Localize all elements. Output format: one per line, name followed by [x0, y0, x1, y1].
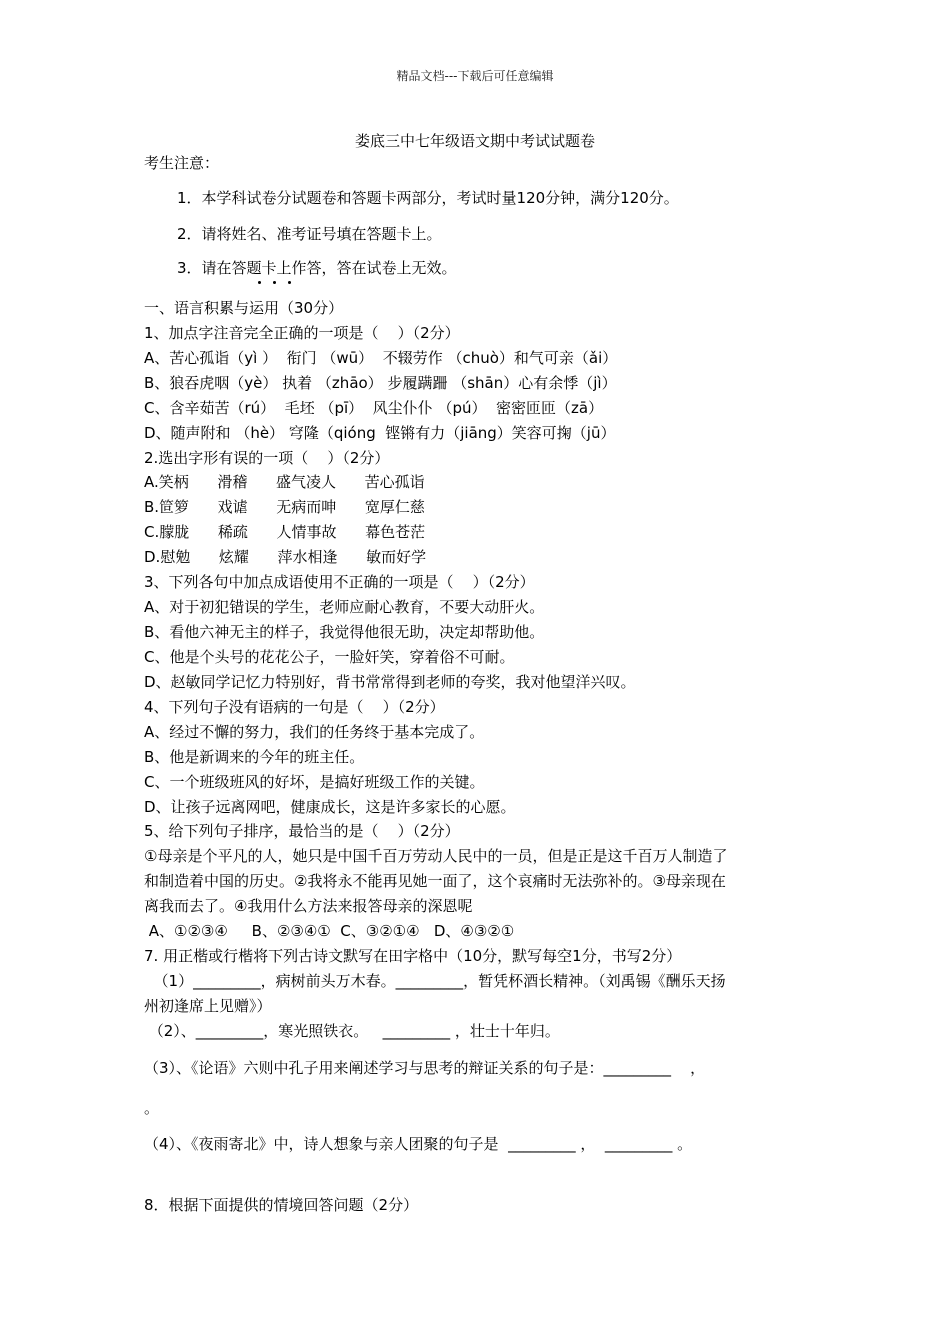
question-option: D、让孩子远离网吧，健康成长，这是许多家长的心愿。: [144, 798, 516, 816]
question-option: C、一个班级班风的好坏，是搞好班级工作的关键。: [144, 773, 485, 791]
question-option: C、他是个头号的花花公子，一脸奸笑，穿着俗不可耐。: [144, 648, 515, 666]
emphasis-dots: [180, 281, 320, 287]
question-option: C.朦胧 稀疏 人情事故 幕色苍茫: [144, 523, 426, 541]
question-stem: 5、给下列句子排序，最恰当的是（ ）（2分）: [144, 822, 460, 840]
question-option: D.慰勉 炫耀 萍水相逢 敏而好学: [144, 548, 427, 566]
notice-item: 1．本学科试卷分试题卷和答题卡两部分，考试时量120分钟，满分120分。: [177, 189, 679, 207]
question-option: D、随声附和 （hè） 穹隆（qióng 铿锵有力（jiāng）笑容可掬（jū）: [144, 424, 616, 442]
fill-blank-line: （3）、《论语》六则中孔子用来阐述学习与思考的辩证关系的句子是：_________ ，: [144, 1059, 706, 1077]
question-stem: 1、加点字注音完全正确的一项是（ ）（2分）: [144, 324, 460, 342]
fill-blank-line: （1）_________，病树前头万木春。_________，暂凭杯酒长精神。（刘禹锡《酬乐天扬: [144, 972, 726, 990]
notice-label: 考生注意：: [144, 154, 220, 172]
fill-blank-line: （4）、《夜雨寄北》中，诗人想象与亲人团聚的句子是 _________ ， _________ 。: [144, 1135, 693, 1153]
fill-blank-line: （2）、_________，寒光照铁衣。 _________ ，壮士十年归。: [144, 1022, 560, 1040]
question-option: A.笑柄 滑稽 盛气凌人 苦心孤诣: [144, 473, 425, 491]
question-option: B、狼吞虎咽（yè） 执着 （zhāo） 步履蹒跚 （shān）心有余悸（jì）: [144, 374, 617, 392]
notice-item: 3．请在答题卡上作答，答在试卷上无效。: [177, 259, 457, 277]
document-header: 精品文档---下载后可任意编辑: [396, 69, 554, 83]
fill-blank-line: 。: [144, 1099, 160, 1117]
question-stem: 8．根据下面提供的情境回答问题（2分）: [144, 1196, 419, 1214]
question-options-row: A、①②③④ B、②③④① C、③②①④ D、④③②①: [144, 922, 515, 940]
question-option: C、含辛茹苦（rú） 毛坯 （pī） 风尘仆仆 （pú） 密密匝匝（zā）: [144, 399, 604, 417]
question-option: B.笸箩 戏谑 无病而呻 宽厚仁慈: [144, 498, 425, 516]
section-heading: 一、语言积累与运用（30分）: [144, 299, 344, 317]
fill-blank-line: 州初逢席上见赠》）: [144, 997, 272, 1015]
passage-line: 和制造着中国的历史。②我将永不能再见她一面了，这个哀痛时无法弥补的。③母亲现在: [144, 872, 726, 890]
question-stem: 2.选出字形有误的一项（ ）（2分）: [144, 449, 390, 467]
question-option: D、赵敏同学记忆力特别好，背书常常得到老师的夸奖，我对他望洋兴叹。: [144, 673, 636, 691]
question-option: B、看他六神无主的样子，我觉得他很无助，决定却帮助他。: [144, 623, 545, 641]
passage-line: ①母亲是个平凡的人，她只是中国千百万劳动人民中的一员，但是正是这千百万人制造了: [144, 847, 728, 865]
question-option: A、经过不懈的努力，我们的任务终于基本完成了。: [144, 723, 485, 741]
exam-title: 娄底三中七年级语文期中考试试题卷: [354, 132, 595, 150]
question-option: A、对于初犯错误的学生，老师应耐心教育，不要大动肝火。: [144, 598, 545, 616]
question-option: B、他是新调来的今年的班主任。: [144, 748, 365, 766]
question-stem: 4、下列句子没有语病的一句是（ ）（2分）: [144, 698, 445, 716]
question-stem: 3、下列各句中加点成语使用不正确的一项是（ ）（2分）: [144, 573, 535, 591]
question-stem: 7. 用正楷或行楷将下列古诗文默写在田字格中（10分，默写每空1分，书写2分）: [144, 947, 682, 965]
notice-item: 2．请将姓名、准考证号填在答题卡上。: [177, 225, 442, 243]
question-option: A、苦心孤诣（yì ） 衔门 （wū） 不辍劳作 （chuò）和气可亲（ǎi）: [144, 349, 618, 367]
passage-line: 离我而去了。④我用什么方法来报答母亲的深恩呢: [144, 897, 473, 915]
